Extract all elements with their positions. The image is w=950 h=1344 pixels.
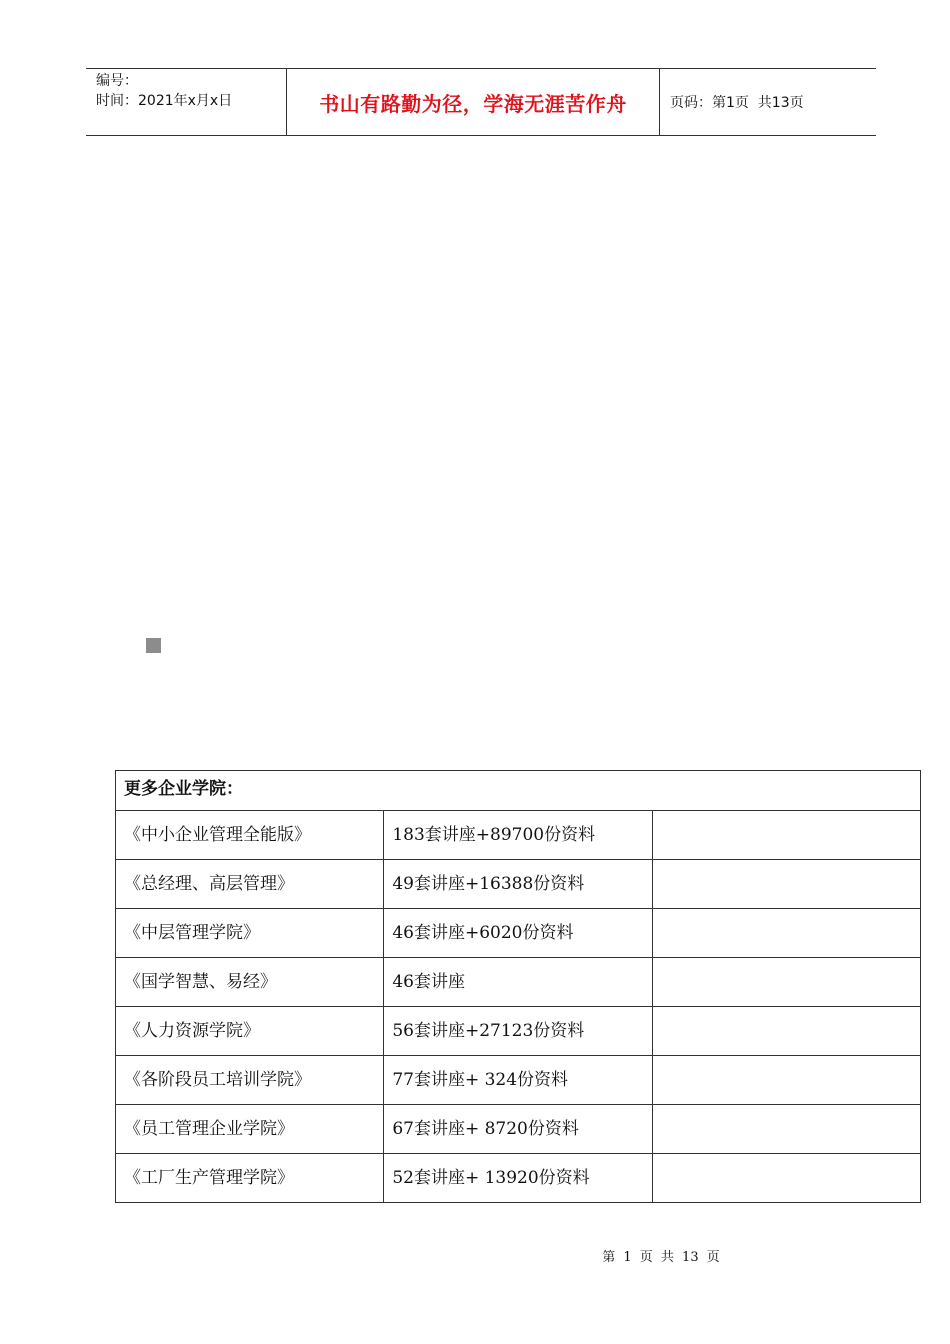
table-row	[116, 811, 921, 860]
time-label: 时间：2021年x月x日	[96, 93, 233, 109]
table-row	[116, 1007, 921, 1056]
academy-extra	[652, 811, 920, 860]
academy-desc: 49套讲座+16388份资料	[384, 860, 652, 909]
academy-name: 《员工管理企业学院》	[116, 1105, 384, 1154]
academy-name: 《总经理、高层管理》	[116, 860, 384, 909]
serial-label: 编号：	[96, 73, 138, 89]
header-motto: 书山有路勤为径，学海无涯苦作舟	[287, 69, 660, 135]
table-title: 更多企业学院：	[116, 771, 921, 811]
academy-extra	[652, 1056, 920, 1105]
academy-extra	[652, 909, 920, 958]
header-meta	[86, 69, 287, 135]
page-footer: 第 1 页 共 13 页	[602, 1250, 720, 1265]
academy-desc: 67套讲座+ 8720份资料	[384, 1105, 652, 1154]
table-row	[116, 1105, 921, 1154]
academy-extra	[652, 1007, 920, 1056]
header-page-info: 页码：第1页 共13页	[670, 95, 804, 111]
academy-name: 《国学智慧、易经》	[116, 958, 384, 1007]
academy-desc: 46套讲座+6020份资料	[384, 909, 652, 958]
academy-desc: 183套讲座+89700份资料	[384, 811, 652, 860]
academy-desc: 52套讲座+ 13920份资料	[384, 1154, 652, 1203]
academy-name: 《工厂生产管理学院》	[116, 1154, 384, 1203]
academy-name: 《中小企业管理全能版》	[116, 811, 384, 860]
academy-extra	[652, 958, 920, 1007]
academy-extra	[652, 1154, 920, 1203]
table-row	[116, 958, 921, 1007]
academy-name: 《中层管理学院》	[116, 909, 384, 958]
academy-extra	[652, 1105, 920, 1154]
academy-desc: 56套讲座+27123份资料	[384, 1007, 652, 1056]
academy-name: 《人力资源学院》	[116, 1007, 384, 1056]
academy-name: 《各阶段员工培训学院》	[116, 1056, 384, 1105]
table-row	[116, 1056, 921, 1105]
table-row	[116, 860, 921, 909]
square-bullet-icon	[146, 638, 161, 653]
table-row	[116, 1154, 921, 1203]
academy-extra	[652, 860, 920, 909]
academy-desc: 77套讲座+ 324份资料	[384, 1056, 652, 1105]
academy-table	[115, 770, 921, 1203]
academy-table-container	[115, 770, 921, 1203]
academy-desc: 46套讲座	[384, 958, 652, 1007]
table-title-row	[116, 771, 921, 811]
page-header	[86, 68, 876, 136]
table-row	[116, 909, 921, 958]
